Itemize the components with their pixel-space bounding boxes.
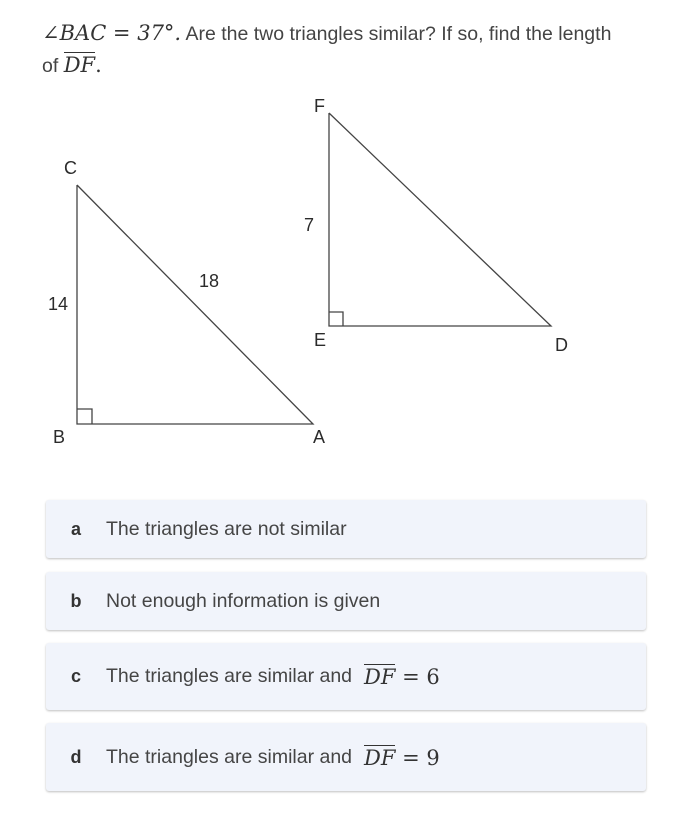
segment-df-overline: DF: [63, 53, 96, 77]
angle-expression: ∠BAC = 37°.: [42, 21, 182, 45]
choice-d[interactable]: [46, 723, 646, 791]
question-period: .: [95, 53, 102, 77]
side-label-ca: 18: [199, 271, 220, 291]
choice-d-equation: [364, 745, 440, 770]
side-label-fe: 7: [304, 215, 315, 235]
choice-c-text: The triangles are similar and: [106, 665, 353, 687]
choice-c[interactable]: [46, 643, 646, 710]
choice-c-value: = 6: [402, 665, 440, 689]
choice-d-text: The triangles are similar and: [106, 745, 353, 768]
triangle-abc: [77, 185, 313, 424]
side-label-cb: 14: [48, 294, 69, 314]
choice-b-letter: b: [70, 590, 82, 611]
choice-d-letter: d: [70, 746, 82, 767]
choice-d-value: = 9: [402, 745, 440, 770]
choice-a[interactable]: [46, 500, 646, 558]
choice-a-text: The triangles are not similar: [106, 517, 347, 540]
question-of-text: of: [42, 55, 59, 77]
vertex-label-b: B: [53, 427, 66, 447]
triangle-abc-outline: [77, 185, 313, 424]
triangle-def-outline: [329, 113, 551, 326]
vertex-label-f: F: [314, 96, 325, 116]
right-angle-marker-e: [329, 312, 343, 326]
question-main-text: Are the two triangles similar? If so, find the length: [185, 23, 612, 45]
choice-b-text: Not enough information is given: [106, 589, 381, 612]
choice-b[interactable]: [46, 572, 646, 630]
choice-c-segment: DF: [364, 665, 396, 689]
choice-c-letter: c: [70, 666, 81, 686]
choice-c-equation: [364, 664, 440, 689]
right-angle-marker-b: [77, 409, 92, 424]
vertex-label-c: C: [64, 158, 77, 178]
vertex-label-a: A: [313, 427, 326, 447]
triangle-def: [329, 113, 551, 326]
vertex-label-d: D: [555, 335, 568, 355]
choice-d-segment: DF: [364, 745, 396, 770]
vertex-label-e: E: [314, 330, 327, 350]
choice-a-letter: a: [70, 518, 81, 539]
